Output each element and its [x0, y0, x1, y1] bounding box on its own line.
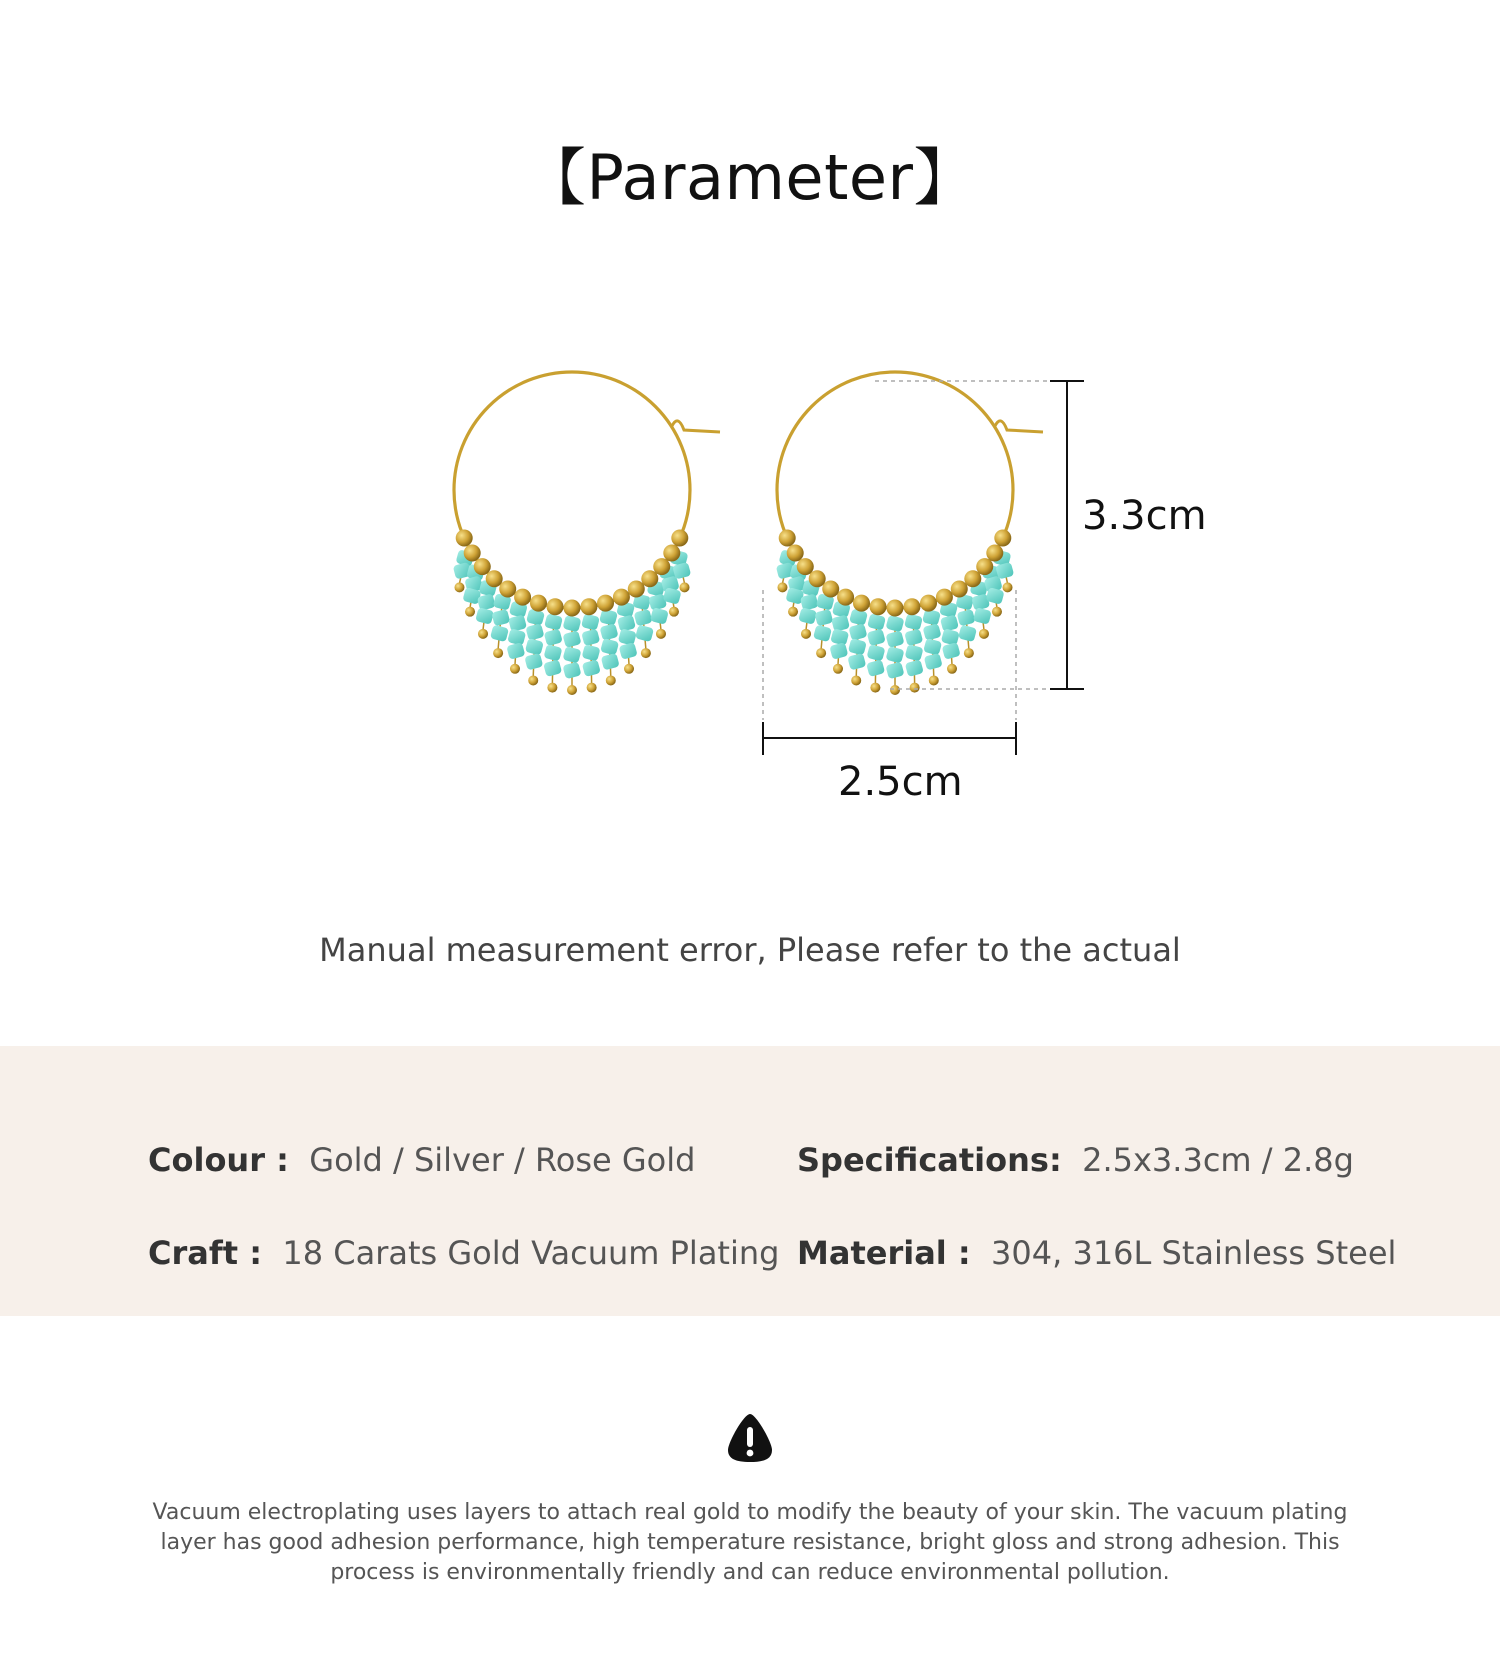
spec-specifications	[797, 1138, 1354, 1182]
spec-specifications-value: 2.5x3.3cm / 2.8g	[1082, 1141, 1354, 1179]
spec-craft	[148, 1231, 779, 1275]
spec-colour-value: Gold / Silver / Rose Gold	[309, 1141, 696, 1179]
spec-material	[797, 1231, 1396, 1275]
measurement-note: Manual measurement error, Please refer to the actual	[319, 931, 1181, 969]
spec-specifications-label: Specifications:	[797, 1141, 1062, 1179]
spec-craft-label: Craft :	[148, 1234, 263, 1272]
plating-description: Vacuum electroplating uses layers to attach real gold to modify the beauty of your skin. The vacuum plating layer has good adhesion performance, high temperature resistance, bright gloss and strong adhesion. This process is environmentally friendly and can reduce environmental pollution.	[152, 1500, 1348, 1585]
spec-colour	[148, 1138, 695, 1182]
width-dimension-label: 2.5cm	[838, 759, 963, 805]
spec-colour-label: Colour :	[148, 1141, 289, 1179]
spec-material-value: 304, 316L Stainless Steel	[991, 1234, 1397, 1272]
page-title: 【Parameter】	[523, 141, 977, 214]
spec-material-label: Material :	[797, 1234, 971, 1272]
spec-craft-value: 18 Carats Gold Vacuum Plating	[282, 1234, 780, 1272]
earrings-illustration	[0, 340, 1500, 820]
height-dimension-label: 3.3cm	[1082, 493, 1207, 539]
specifications-panel	[0, 1046, 1500, 1316]
exclamation-warning-icon	[726, 1412, 774, 1464]
product-figure	[0, 340, 1500, 820]
